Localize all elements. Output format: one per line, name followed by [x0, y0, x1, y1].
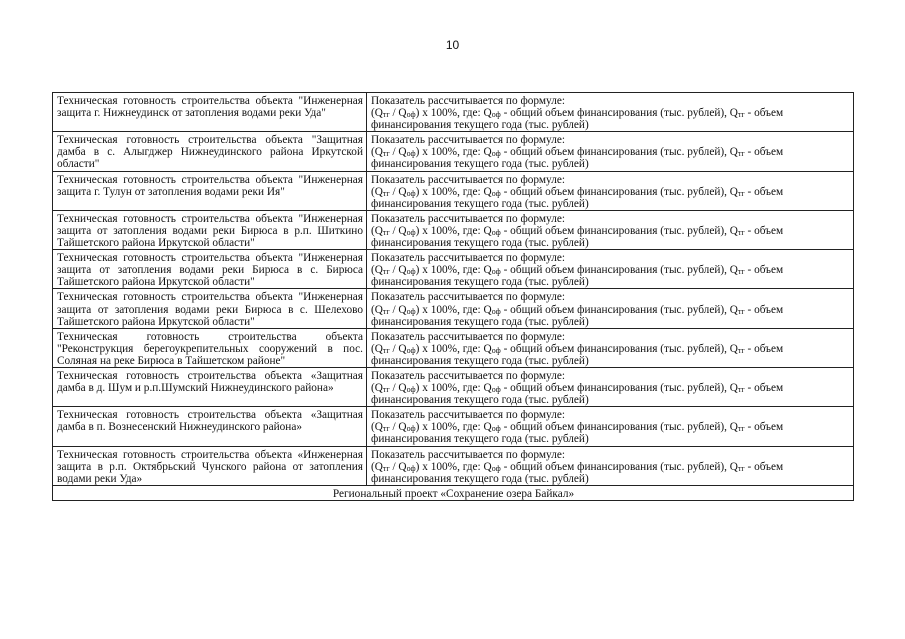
indicator-formula	[367, 367, 854, 406]
indicator-formula	[367, 93, 854, 132]
table-row	[53, 367, 854, 406]
table-row	[53, 210, 854, 249]
indicator-formula	[367, 328, 854, 367]
table-row	[53, 289, 854, 328]
indicator-formula	[367, 132, 854, 171]
page-number: 10	[445, 38, 460, 52]
formula-intro: Показатель рассчитывается по формуле:	[371, 330, 565, 343]
indicator-formula	[367, 407, 854, 446]
indicator-name: Техническая готовность строительства объекта "Инженерная защита от затопления водами реки Бирюса в с. Бирюса Тайшетского района Иркутской области"	[53, 250, 367, 289]
indicator-name: Техническая готовность строительства объекта «Инженерная защита в р.п. Октябрьский Чунского района от затопления водами реки Уда»	[53, 446, 367, 485]
formula-intro: Показатель рассчитывается по формуле:	[371, 95, 565, 107]
formula-intro: Показатель рассчитывается по формуле:	[371, 212, 565, 225]
indicator-name: Техническая готовность строительства объекта «Защитная дамба в д. Шум и р.п.Шумский Нижнеудинского района»	[53, 367, 367, 406]
indicator-formula	[367, 171, 854, 210]
indicator-table	[52, 92, 854, 501]
indicator-name: Техническая готовность строительства объекта "Реконструкция берегоукрепительных сооружений в пос. Соляная на реке Бирюса в Тайшетском районе"	[53, 328, 367, 367]
formula-last-line: финансирования текущего года (тыс. рублей)	[371, 315, 589, 328]
formula-expression: (Qтг / Qоф) x 100%, где: Qоф - общий объем финансирования (тыс. рублей), Qтг - объем	[371, 107, 784, 120]
formula-last-line: финансирования текущего года (тыс. рублей)	[371, 237, 589, 250]
formula-intro: Показатель рассчитывается по формуле:	[371, 369, 565, 382]
formula-last-line: финансирования текущего года (тыс. рублей)	[371, 276, 589, 289]
formula-last-line: финансирования текущего года (тыс. рублей)	[371, 394, 589, 407]
indicator-name: Техническая готовность строительства объекта "Инженерная защита г. Тулун от затопления водами реки Ия"	[53, 171, 367, 210]
table-row	[53, 93, 854, 132]
formula-intro: Показатель рассчитывается по формуле:	[371, 173, 565, 186]
footer-row	[53, 485, 854, 500]
formula-expression: (Qтг / Qоф) x 100%, где: Qоф - общий объем финансирования (тыс. рублей), Qтг - объем	[371, 382, 784, 395]
table-row	[53, 171, 854, 210]
table-row	[53, 328, 854, 367]
table-row	[53, 407, 854, 446]
indicator-name: Техническая готовность строительства объекта "Инженерная защита от затопления водами реки Бирюса в р.п. Шиткино Тайшетского района Иркутской области"	[53, 210, 367, 249]
formula-last-line: финансирования текущего года (тыс. рублей)	[371, 433, 589, 446]
indicator-formula	[367, 289, 854, 328]
indicator-formula	[367, 210, 854, 249]
regional-project-title: Региональный проект «Сохранение озера Байкал»	[53, 485, 854, 500]
formula-last-line: финансирования текущего года (тыс. рублей)	[371, 354, 589, 367]
table-row	[53, 446, 854, 485]
indicator-formula	[367, 446, 854, 485]
formula-expression: (Qтг / Qоф) x 100%, где: Qоф - общий объем финансирования (тыс. рублей), Qтг - объем	[371, 185, 784, 198]
formula-expression: (Qтг / Qоф) x 100%, где: Qоф - общий объем финансирования (тыс. рублей), Qтг - объем	[371, 303, 784, 316]
indicator-name: Техническая готовность строительства объекта "Инженерная защита г. Нижнеудинск от затопления водами реки Уда"	[53, 93, 367, 132]
indicator-name: Техническая готовность строительства объекта «Защитная дамба в п. Вознесенский Нижнеудинского района»	[53, 407, 367, 446]
indicator-name: Техническая готовность строительства объекта "Инженерная защита от затопления водами реки Бирюса в с. Шелехово Тайшетского района Иркутской области"	[53, 289, 367, 328]
formula-intro: Показатель рассчитывается по формуле:	[371, 134, 565, 147]
formula-expression: (Qтг / Qоф) x 100%, где: Qоф - общий объем финансирования (тыс. рублей), Qтг - объем	[371, 342, 784, 355]
formula-expression: (Qтг / Qоф) x 100%, где: Qоф - общий объем финансирования (тыс. рублей), Qтг - объем	[371, 224, 784, 238]
formula-last-line: финансирования текущего года (тыс. рублей)	[371, 472, 589, 485]
formula-expression: (Qтг / Qоф) x 100%, где: Qоф - общий объем финансирования (тыс. рублей), Qтг - объем	[371, 264, 784, 277]
table-row	[53, 132, 854, 171]
formula-intro: Показатель рассчитывается по формуле:	[371, 409, 565, 422]
formula-intro: Показатель рассчитывается по формуле:	[371, 448, 565, 461]
formula-expression: (Qтг / Qоф) x 100%, где: Qоф - общий объем финансирования (тыс. рублей), Qтг - объем	[371, 146, 784, 159]
formula-intro: Показатель рассчитывается по формуле:	[371, 291, 565, 304]
formula-last-line: финансирования текущего года (тыс. рублей)	[371, 158, 589, 171]
formula-expression: (Qтг / Qоф) x 100%, где: Qоф - общий объем финансирования (тыс. рублей), Qтг - объем	[371, 421, 784, 434]
table-row	[53, 250, 854, 289]
formula-last-line: финансирования текущего года (тыс. рублей)	[371, 119, 589, 132]
indicator-name: Техническая готовность строительства объекта "Защитная дамба в с. Алыгджер Нижнеудинского района Иркутской области"	[53, 132, 367, 171]
formula-intro: Показатель рассчитывается по формуле:	[371, 252, 565, 265]
indicator-formula	[367, 250, 854, 289]
formula-expression: (Qтг / Qоф) x 100%, где: Qоф - общий объем финансирования (тыс. рублей), Qтг - объем	[371, 460, 784, 473]
formula-last-line: финансирования текущего года (тыс. рублей)	[371, 197, 589, 210]
